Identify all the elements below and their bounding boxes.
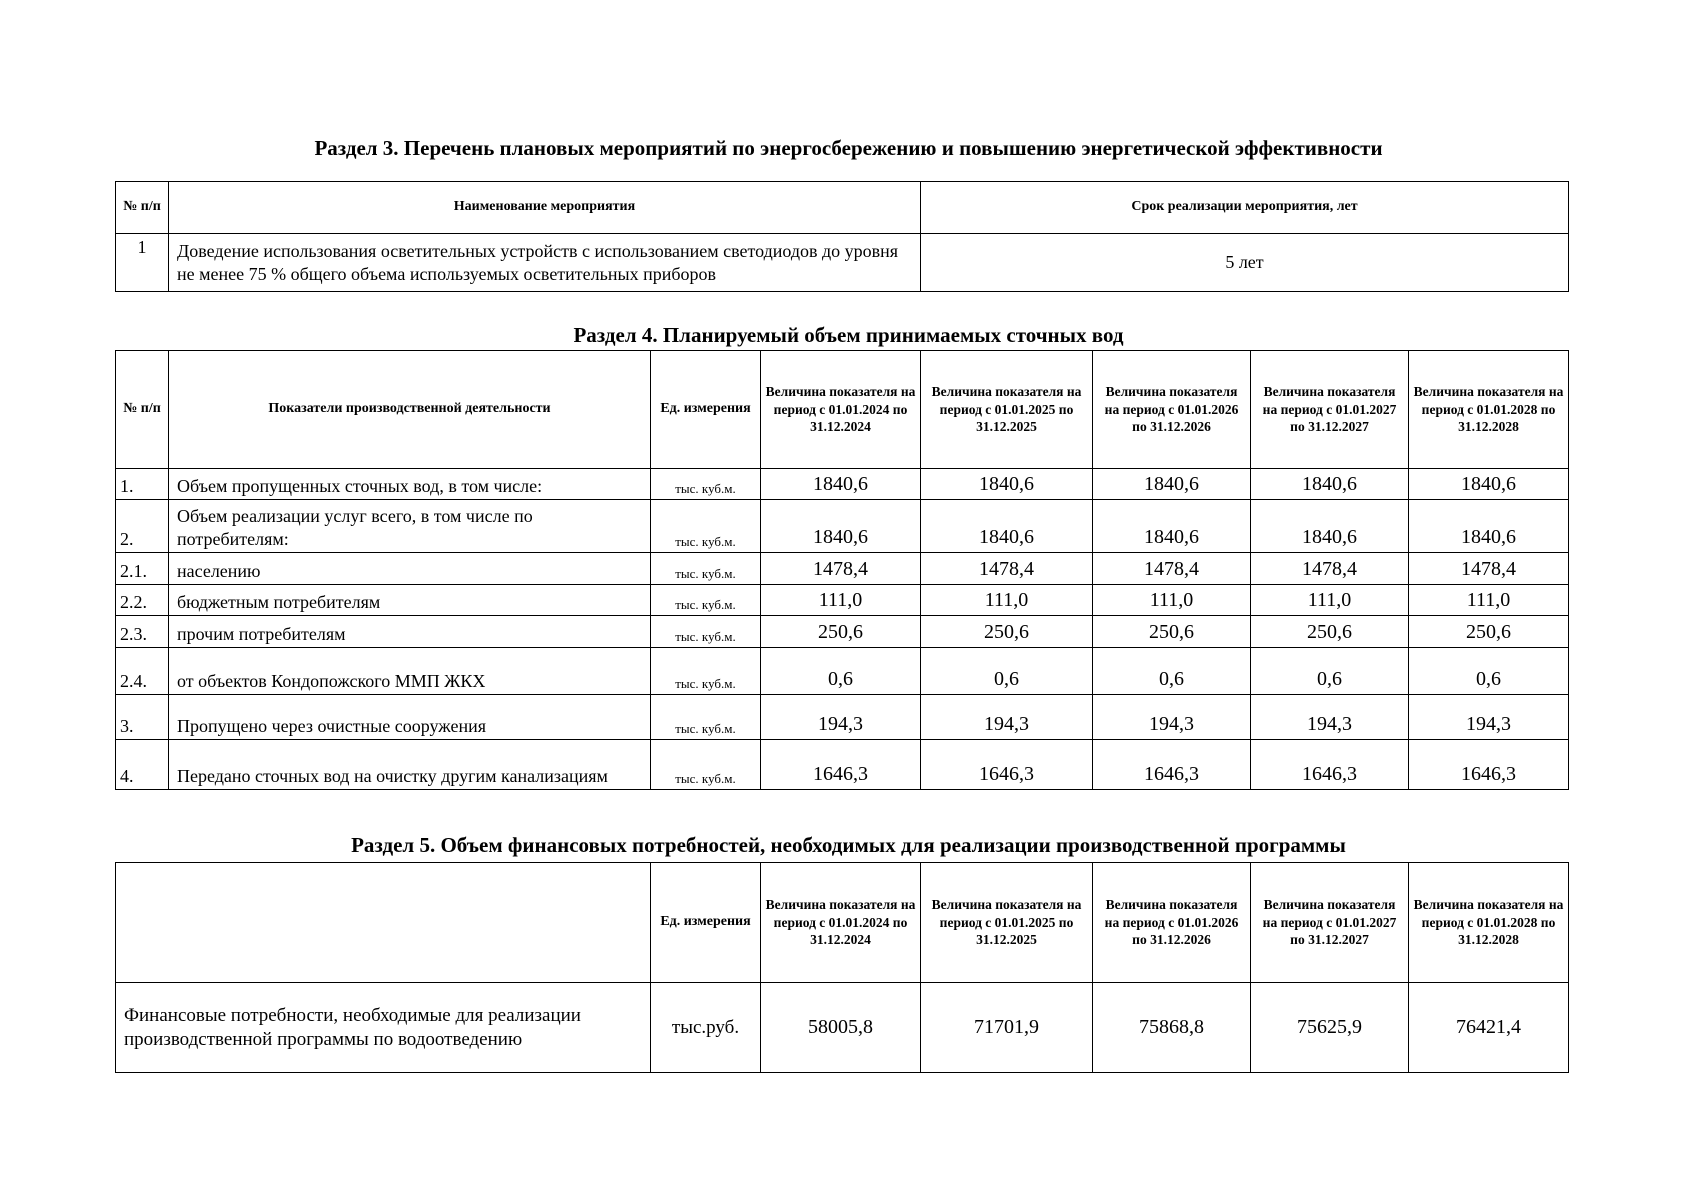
row-value-2025: 1478,4 <box>921 553 1093 585</box>
row-num: 2.1. <box>116 553 169 585</box>
header-period-2026: Величина показателя на период с 01.01.2026 по 31.12.2026 <box>1093 351 1251 469</box>
header-unit: Ед. измерения <box>651 351 761 469</box>
row-value-2026: 75868,8 <box>1093 983 1251 1073</box>
row-value-2024: 1646,3 <box>761 740 921 790</box>
row-value-2026: 1478,4 <box>1093 553 1251 585</box>
table-row <box>116 585 1569 616</box>
row-unit: тыс. куб.м. <box>651 616 761 648</box>
row-indicator: Объем пропущенных сточных вод, в том числе: <box>169 469 651 500</box>
row-value-2028: 0,6 <box>1409 648 1569 695</box>
row-value-2026: 250,6 <box>1093 616 1251 648</box>
row-unit: тыс.руб. <box>651 983 761 1073</box>
row-value-2024: 1840,6 <box>761 500 921 553</box>
table-header-row <box>116 863 1569 983</box>
header-period-2024: Величина показателя на период с 01.01.2024 по 31.12.2024 <box>761 863 921 983</box>
row-indicator: от объектов Кондопожского ММП ЖКХ <box>169 648 651 695</box>
row-indicator: Объем реализации услуг всего, в том числе по потребителям: <box>169 500 651 553</box>
row-value-2027: 1840,6 <box>1251 469 1409 500</box>
table-row <box>116 616 1569 648</box>
row-value-2027: 1840,6 <box>1251 500 1409 553</box>
row-value-2028: 1646,3 <box>1409 740 1569 790</box>
row-indicator: Пропущено через очистные сооружения <box>169 695 651 740</box>
row-value-2027: 250,6 <box>1251 616 1409 648</box>
header-unit: Ед. измерения <box>651 863 761 983</box>
header-period-2027: Величина показателя на период с 01.01.2027 по 31.12.2027 <box>1251 351 1409 469</box>
row-value-2028: 76421,4 <box>1409 983 1569 1073</box>
row-value-2026: 0,6 <box>1093 648 1251 695</box>
table-header-row <box>116 351 1569 469</box>
section-3-table <box>115 181 1569 292</box>
row-value-2024: 111,0 <box>761 585 921 616</box>
row-value-2027: 75625,9 <box>1251 983 1409 1073</box>
row-value-2024: 250,6 <box>761 616 921 648</box>
row-value-2028: 194,3 <box>1409 695 1569 740</box>
row-indicator: населению <box>169 553 651 585</box>
row-value-2028: 111,0 <box>1409 585 1569 616</box>
row-value-2025: 1840,6 <box>921 500 1093 553</box>
row-num: 3. <box>116 695 169 740</box>
header-num: № п/п <box>116 182 169 234</box>
row-value-2027: 1478,4 <box>1251 553 1409 585</box>
row-value-2028: 1840,6 <box>1409 469 1569 500</box>
row-unit: тыс. куб.м. <box>651 648 761 695</box>
row-unit: тыс. куб.м. <box>651 500 761 553</box>
section-4-table <box>115 350 1569 790</box>
header-period-2024: Величина показателя на период с 01.01.2024 по 31.12.2024 <box>761 351 921 469</box>
row-value-2024: 1840,6 <box>761 469 921 500</box>
header-period-2028: Величина показателя на период с 01.01.2028 по 31.12.2028 <box>1409 863 1569 983</box>
header-num: № п/п <box>116 351 169 469</box>
row-unit: тыс. куб.м. <box>651 553 761 585</box>
section-4-title: Раздел 4. Планируемый объем принимаемых сточных вод <box>573 323 1124 347</box>
row-num: 4. <box>116 740 169 790</box>
row-value-2028: 250,6 <box>1409 616 1569 648</box>
row-value-2024: 1478,4 <box>761 553 921 585</box>
row-term: 5 лет <box>921 234 1569 292</box>
header-term: Срок реализации мероприятия, лет <box>921 182 1569 234</box>
row-measure-name: Доведение использования осветительных устройств с использованием светодиодов до уровня не менее 75 % общего объема используемых осветительных приборов <box>169 234 921 292</box>
row-num: 2.2. <box>116 585 169 616</box>
header-period-2026: Величина показателя на период с 01.01.2026 по 31.12.2026 <box>1093 863 1251 983</box>
table-row <box>116 469 1569 500</box>
row-value-2025: 71701,9 <box>921 983 1093 1073</box>
row-num: 1. <box>116 469 169 500</box>
header-measure-name: Наименование мероприятия <box>169 182 921 234</box>
section-5-table <box>115 862 1569 1073</box>
row-value-2025: 111,0 <box>921 585 1093 616</box>
row-indicator: прочим потребителям <box>169 616 651 648</box>
row-value-2024: 58005,8 <box>761 983 921 1073</box>
row-value-2025: 1646,3 <box>921 740 1093 790</box>
table-row <box>116 740 1569 790</box>
row-value-2026: 194,3 <box>1093 695 1251 740</box>
header-period-2028: Величина показателя на период с 01.01.2028 по 31.12.2028 <box>1409 351 1569 469</box>
table-row <box>116 983 1569 1073</box>
row-num: 2.4. <box>116 648 169 695</box>
row-value-2025: 194,3 <box>921 695 1093 740</box>
header-indicator: Показатели производственной деятельности <box>169 351 651 469</box>
row-value-2027: 111,0 <box>1251 585 1409 616</box>
header-period-2025: Величина показателя на период с 01.01.2025 по 31.12.2025 <box>921 351 1093 469</box>
row-value-2027: 1646,3 <box>1251 740 1409 790</box>
row-value-2027: 194,3 <box>1251 695 1409 740</box>
row-value-2028: 1840,6 <box>1409 500 1569 553</box>
table-header-row <box>116 182 1569 234</box>
table-row <box>116 500 1569 553</box>
row-value-2025: 250,6 <box>921 616 1093 648</box>
row-value-2028: 1478,4 <box>1409 553 1569 585</box>
header-period-2025: Величина показателя на период с 01.01.2025 по 31.12.2025 <box>921 863 1093 983</box>
row-indicator: Финансовые потребности, необходимые для реализации производственной программы по водоотведению <box>116 983 651 1073</box>
table-row <box>116 234 1569 292</box>
section-3-title: Раздел 3. Перечень плановых мероприятий по энергосбережению и повышению энергетической эффективности <box>314 136 1383 160</box>
row-num: 1 <box>116 234 169 292</box>
row-indicator: Передано сточных вод на очистку другим канализациям <box>169 740 651 790</box>
row-unit: тыс. куб.м. <box>651 695 761 740</box>
header-empty <box>116 863 651 983</box>
header-period-2027: Величина показателя на период с 01.01.2027 по 31.12.2027 <box>1251 863 1409 983</box>
row-value-2024: 194,3 <box>761 695 921 740</box>
row-unit: тыс. куб.м. <box>651 585 761 616</box>
row-value-2026: 1840,6 <box>1093 469 1251 500</box>
row-value-2025: 0,6 <box>921 648 1093 695</box>
table-row <box>116 648 1569 695</box>
row-unit: тыс. куб.м. <box>651 469 761 500</box>
section-5-title: Раздел 5. Объем финансовых потребностей, необходимых для реализации производственной программы <box>351 833 1346 857</box>
row-value-2026: 1840,6 <box>1093 500 1251 553</box>
row-value-2026: 111,0 <box>1093 585 1251 616</box>
row-value-2025: 1840,6 <box>921 469 1093 500</box>
table-row <box>116 553 1569 585</box>
row-value-2026: 1646,3 <box>1093 740 1251 790</box>
row-value-2027: 0,6 <box>1251 648 1409 695</box>
row-unit: тыс. куб.м. <box>651 740 761 790</box>
row-num: 2. <box>116 500 169 553</box>
row-value-2024: 0,6 <box>761 648 921 695</box>
table-row <box>116 695 1569 740</box>
row-num: 2.3. <box>116 616 169 648</box>
row-indicator: бюджетным потребителям <box>169 585 651 616</box>
